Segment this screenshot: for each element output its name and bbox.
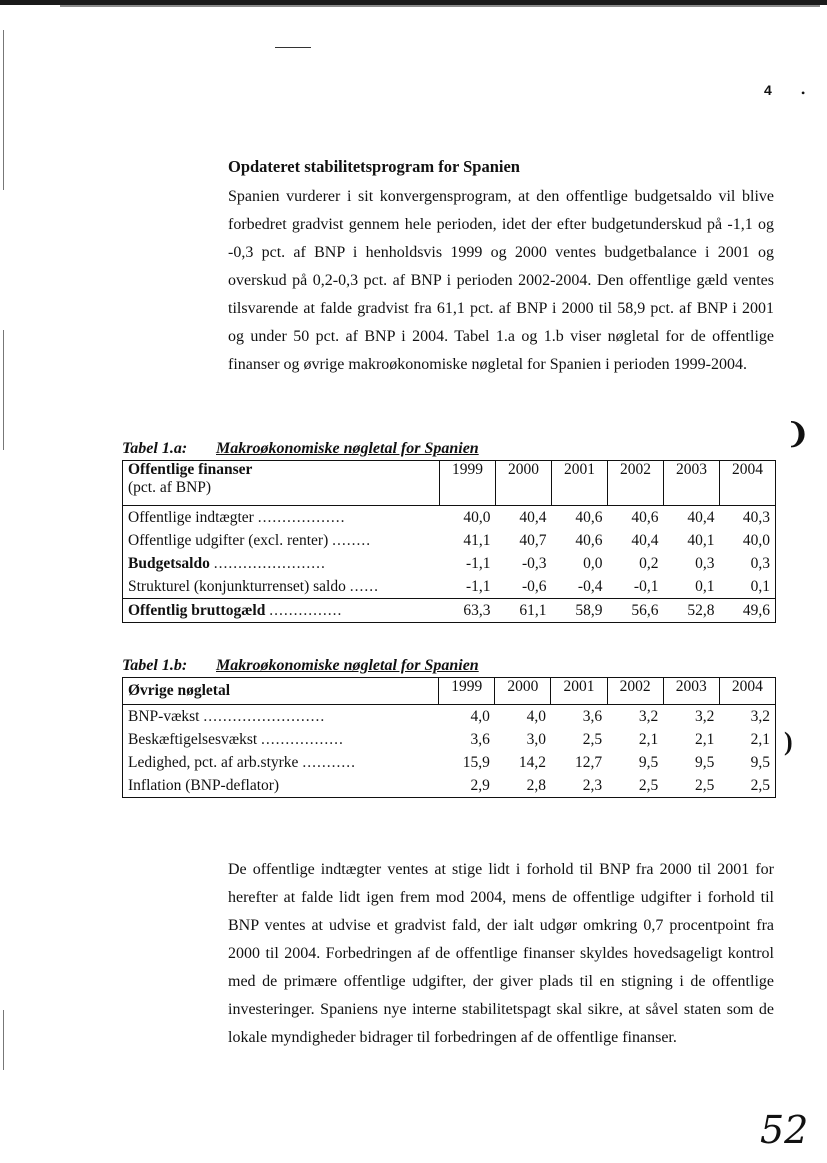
row-label: [123, 728, 439, 751]
table-b-caption: [122, 657, 479, 675]
table-b-year: 2000: [495, 678, 551, 705]
cell: 40,6: [575, 508, 603, 526]
cell: 0,1: [695, 577, 715, 595]
table-a: [122, 460, 776, 623]
cell: 12,7: [574, 753, 603, 771]
table-a-year: 2004: [719, 461, 775, 506]
table-row: [123, 705, 776, 729]
cell: 63,3: [440, 599, 496, 623]
row-label: [123, 552, 440, 575]
handwritten-page-mark: 52: [760, 1108, 809, 1152]
row-label-text: Offentlige indtægter: [128, 508, 254, 526]
table-b-caption-title: Makroøkonomiske nøgletal for Spanien: [216, 657, 479, 674]
cell: 9,5: [638, 753, 659, 771]
row-label: [123, 575, 440, 599]
cell: 40,4: [687, 508, 715, 526]
leader-dots: ........: [332, 531, 372, 549]
table-a-header-title: [123, 461, 440, 506]
cell: 56,6: [607, 599, 663, 623]
scan-artifact-dash: [275, 47, 311, 48]
cell: 0,3: [695, 554, 715, 572]
cell: 2,9: [470, 776, 490, 794]
table-row: [123, 575, 776, 599]
table-row: [123, 506, 776, 530]
cell: 3,0: [526, 730, 546, 748]
scan-left-edge: [3, 30, 4, 190]
table-a-year: 2001: [551, 461, 607, 506]
cell: -1,1: [465, 554, 491, 572]
row-label-text: Strukturel (konjunkturrenset) saldo: [128, 577, 346, 595]
cell: 3,2: [638, 707, 659, 725]
intro-paragraph: Spanien vurderer i sit konvergensprogram, at den offentlige budgetsaldo vil blive forbedret gradvist gennem hele perioden, idet der efter budgetunderskud på -1,1 og -0,3 pct. af BNP i henholdsvis 1999 og 2000 ventes budgetbalance i 2001 og overskud på 0,2-0,3 pct. af BNP i perioden 2002-2004. Den offentlige gæld ventes tilsvarende at falde gradvist fra 61,1 pct. af BNP i 2000 til 58,9 pct. af BNP i 2001 og under 50 pct. af BNP i 2004. Tabel 1.a og 1.b viser nøgletal for de offentlige finanser og øvrige makroøkonomiske nøgletal for Spanien i perioden 1999-2004.: [228, 188, 774, 373]
cell: 52,8: [663, 599, 719, 623]
cell: 4,0: [526, 707, 546, 725]
section-heading: Opdateret stabilitetsprogram for Spanien: [228, 157, 520, 176]
cell: 14,2: [518, 753, 546, 771]
margin-mark-icon: ❩: [786, 419, 810, 450]
leader-dots: .........................: [203, 707, 326, 725]
cell: 4,0: [470, 707, 490, 725]
table-row: [123, 751, 776, 774]
cell: 2,5: [750, 776, 770, 794]
row-label-text: Beskæftigelsesvækst: [128, 730, 258, 748]
table-row: [123, 774, 776, 798]
table-row: [123, 599, 776, 623]
cell: 0,1: [750, 577, 770, 595]
row-label-text: Offentlig bruttogæld: [128, 601, 266, 619]
row-label: [123, 529, 440, 552]
table-a-year: 2002: [607, 461, 663, 506]
cell: 40,6: [631, 508, 659, 526]
leader-dots: ......: [349, 577, 379, 595]
cell: 15,9: [462, 753, 490, 771]
cell: 2,1: [750, 730, 770, 748]
row-label: [123, 751, 439, 774]
table-a-header-title-text: Offentlige finanser: [128, 461, 253, 478]
row-label-text: BNP-vækst: [128, 707, 200, 725]
leader-dots: ..................: [257, 508, 346, 526]
table-a-year: 1999: [440, 461, 496, 506]
row-label: [123, 599, 440, 623]
table-b-caption-label: Tabel 1.b:: [122, 657, 188, 674]
table-b-year: 2003: [663, 678, 719, 705]
table-a-caption-label: Tabel 1.a:: [122, 440, 188, 457]
leader-dots: .......................: [213, 554, 326, 572]
scan-left-edge: [3, 1010, 4, 1070]
row-label-text: Ledighed, pct. af arb.styrke: [128, 753, 299, 771]
cell: 41,1: [463, 531, 491, 549]
cell: 2,8: [526, 776, 546, 794]
cell: 3,6: [582, 707, 603, 725]
cell: 0,3: [750, 554, 770, 572]
cell: 40,3: [742, 508, 770, 526]
row-label-text: Budgetsaldo: [128, 554, 210, 572]
cell: 9,5: [750, 753, 770, 771]
scan-top-shadow: [60, 5, 820, 7]
cell: -0,3: [521, 554, 547, 572]
margin-mark-icon: ): [784, 727, 793, 756]
cell: 3,2: [694, 707, 715, 725]
table-b-year: 2002: [607, 678, 663, 705]
cell: 9,5: [694, 753, 715, 771]
table-row: [123, 529, 776, 552]
table-a-year: 2000: [496, 461, 552, 506]
cell: 3,6: [470, 730, 490, 748]
cell: -0,6: [521, 577, 547, 595]
scan-left-edge: [3, 330, 4, 450]
cell: 2,1: [694, 730, 715, 748]
cell: 58,9: [551, 599, 607, 623]
table-a-header: [123, 461, 776, 506]
cell: 2,1: [638, 730, 659, 748]
table-a-year: 2003: [663, 461, 719, 506]
row-label: [123, 774, 439, 798]
table-b: [122, 677, 776, 798]
cell: 0,0: [583, 554, 603, 572]
table-b-year: 2001: [551, 678, 607, 705]
cell: 0,2: [639, 554, 659, 572]
table-a-header-sub: (pct. af BNP): [128, 479, 212, 496]
table-a-caption: [122, 440, 479, 458]
cell: -0,4: [577, 577, 603, 595]
cell: 40,1: [687, 531, 715, 549]
table-b-year: 2004: [719, 678, 775, 705]
cell: 40,4: [631, 531, 659, 549]
cell: 3,2: [750, 707, 770, 725]
table-b-year: 1999: [439, 678, 495, 705]
table-a-caption-title: Makroøkonomiske nøgletal for Spanien: [216, 440, 479, 457]
scan-dot: •: [801, 86, 806, 100]
cell: 40,7: [519, 531, 547, 549]
cell: 40,0: [742, 531, 770, 549]
table-b-header-title: Øvrige nøgletal: [123, 678, 439, 705]
table-row: [123, 552, 776, 575]
leader-dots: ...........: [302, 753, 356, 771]
cell: 2,5: [638, 776, 659, 794]
cell: 2,5: [582, 730, 603, 748]
cell: 2,5: [694, 776, 715, 794]
cell: -1,1: [465, 577, 491, 595]
row-label: [123, 705, 439, 729]
cell: 40,6: [575, 531, 603, 549]
leader-dots: .................: [261, 730, 344, 748]
cell: 40,0: [463, 508, 491, 526]
cell: 2,3: [582, 776, 603, 794]
row-label-text: Inflation (BNP-deflator): [128, 776, 280, 794]
row-label: [123, 506, 440, 530]
row-label-text: Offentlige udgifter (excl. renter): [128, 531, 329, 549]
cell: 40,4: [519, 508, 547, 526]
table-row: [123, 728, 776, 751]
cell: -0,1: [633, 577, 659, 595]
leader-dots: ...............: [269, 601, 343, 619]
cell: 49,6: [719, 599, 775, 623]
page-number: 4: [764, 82, 772, 98]
cell: 61,1: [496, 599, 552, 623]
table-b-header: [123, 678, 776, 705]
closing-paragraph: De offentlige indtægter ventes at stige lidt i forhold til BNP fra 2000 til 2001 for herefter at falde lidt igen frem mod 2004, mens de offentlige udgifter i forhold til BNP ventes at udvise et gradvist fald, der ialt udgør omkring 0,7 procentpoint fra 2000 til 2004. Forbedringen af de offentlige finanser skyldes hovedsageligt kontrol med de primære offentlige udgifter, der giver plads til en stigning i de offentlige investeringer. Spaniens nye interne stabilitetspagt skal sikre, at såvel staten som de lokale myndigheder bidrager til forbedringen af de offentlige finanser.: [228, 861, 774, 1046]
